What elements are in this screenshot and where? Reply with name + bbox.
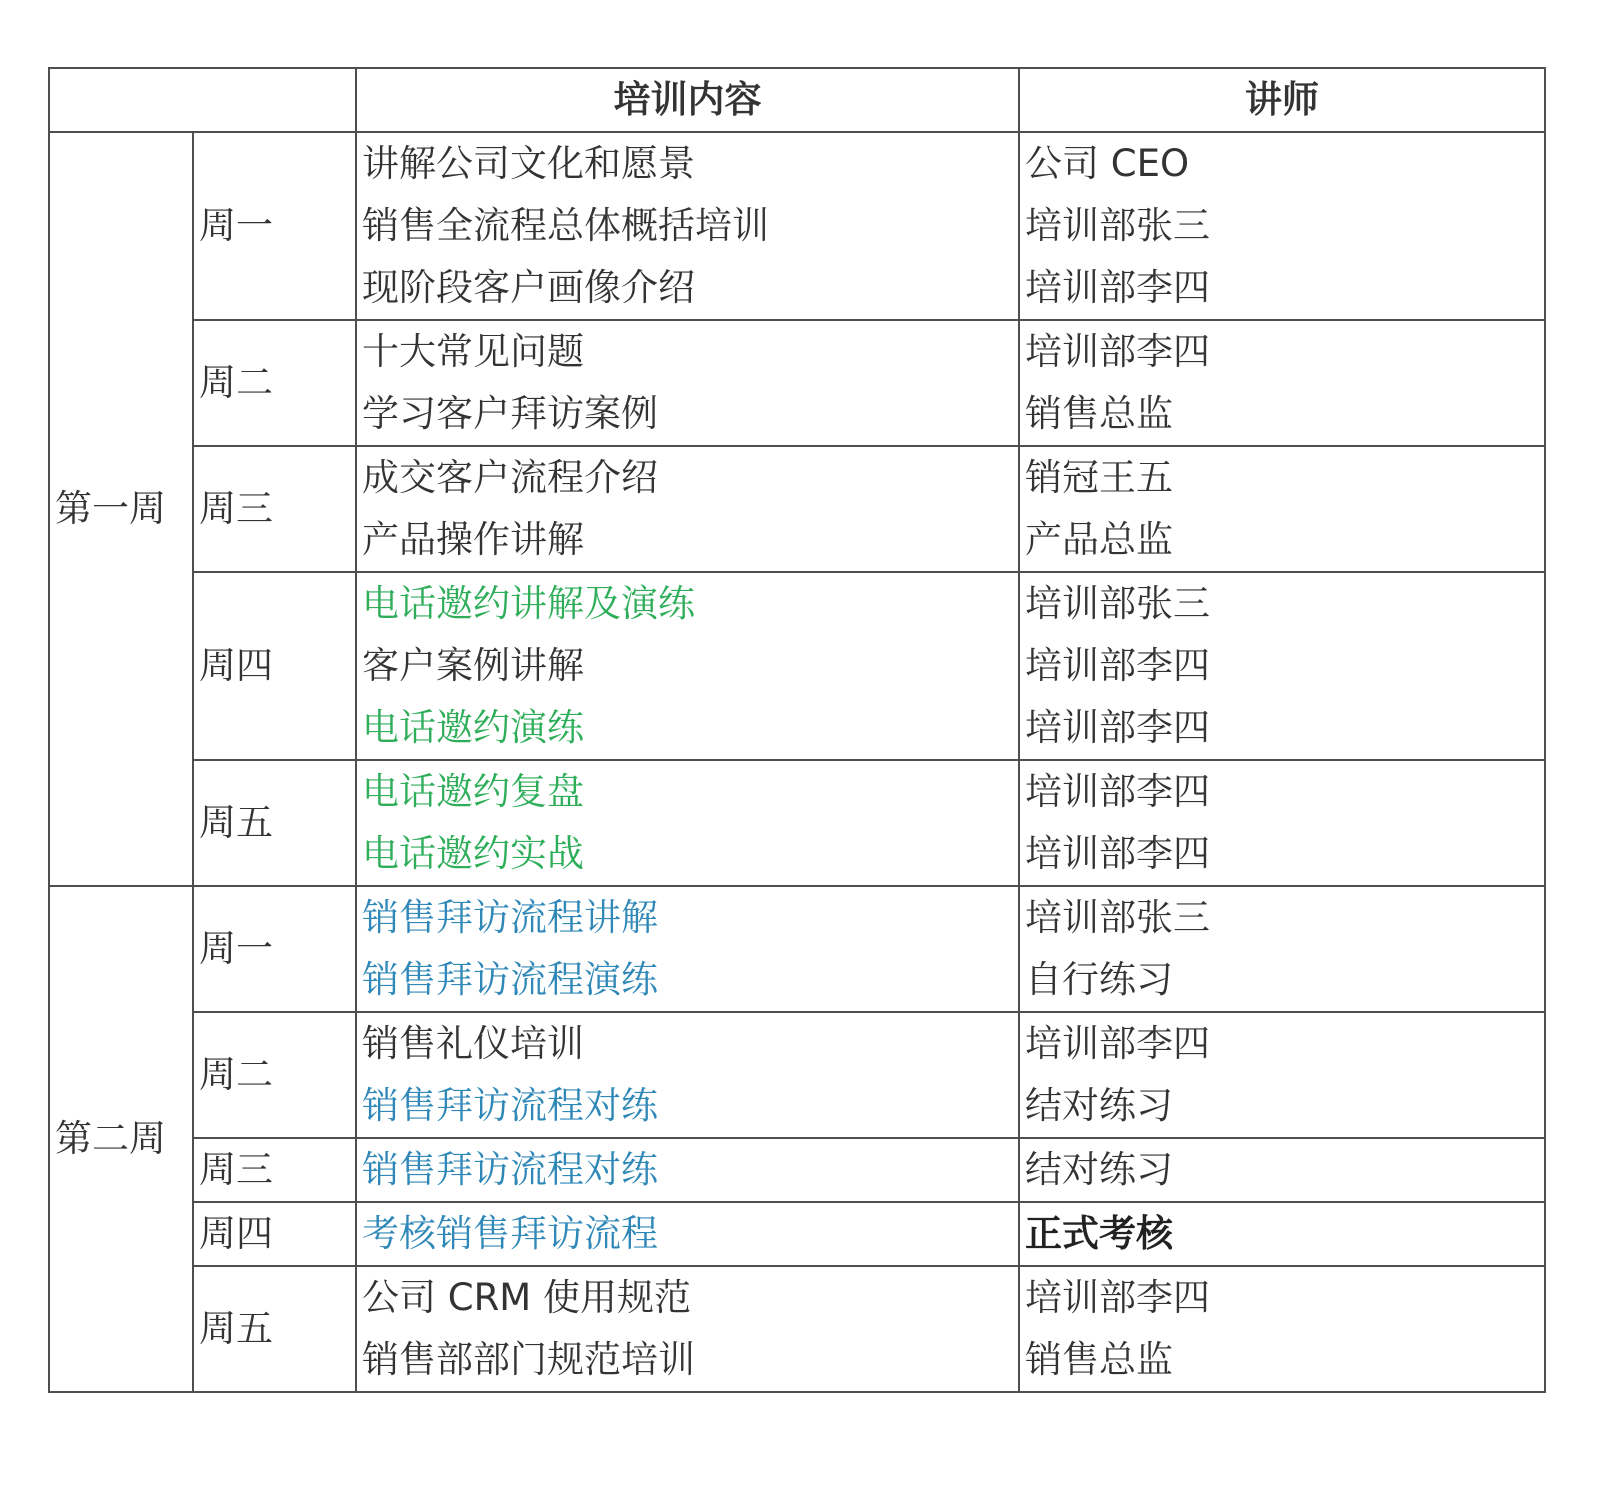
content-item: 现阶段客户画像介绍 [362,266,695,309]
day-label-cell: 周一 [193,132,356,320]
content-cell [356,1266,1019,1392]
lecturer-item: 结对练习 [1025,1148,1173,1191]
lecturer-item: 培训部李四 [1025,770,1210,813]
schedule-row [49,760,1545,886]
lecturer-item: 培训部李四 [1025,330,1210,373]
schedule-row [49,1202,1545,1266]
schedule-row [49,886,1545,1012]
content-cell [356,1202,1019,1266]
content-item: 成交客户流程介绍 [362,456,658,499]
lecturer-item: 培训部李四 [1025,706,1210,749]
lecturer-item: 正式考核 [1025,1212,1173,1255]
day-label-cell: 周二 [193,320,356,446]
content-item: 考核销售拜访流程 [362,1212,658,1255]
content-cell [356,446,1019,572]
content-item: 销售拜访流程对练 [362,1148,658,1191]
content-item: 销售礼仪培训 [362,1022,584,1065]
lecturer-cell [1019,446,1545,572]
lecturer-cell [1019,572,1545,760]
content-cell [356,132,1019,320]
day-label-cell: 周三 [193,1138,356,1202]
content-item: 销售部部门规范培训 [362,1338,695,1381]
lecturer-cell [1019,886,1545,1012]
lecturer-item: 销售总监 [1025,392,1173,435]
content-item: 电话邀约实战 [362,832,584,875]
day-label-cell: 周二 [193,1012,356,1138]
schedule-row [49,1266,1545,1392]
content-cell [356,572,1019,760]
schedule-row [49,446,1545,572]
content-item: 销售全流程总体概括培训 [362,204,769,247]
content-item: 学习客户拜访案例 [362,392,658,435]
lecturer-item: 公司 CEO [1025,142,1190,185]
schedule-row [49,1138,1545,1202]
lecturer-item: 培训部李四 [1025,1276,1210,1319]
content-item: 销售拜访流程对练 [362,1084,658,1127]
content-item: 十大常见问题 [362,330,584,373]
lecturer-cell [1019,760,1545,886]
day-label-cell: 周五 [193,1266,356,1392]
week-label-cell: 第二周 [49,886,193,1392]
training-schedule-table [48,67,1546,1393]
header-corner-cell [49,68,356,132]
day-label-cell: 周五 [193,760,356,886]
content-item: 销售拜访流程讲解 [362,896,658,939]
content-cell [356,1012,1019,1138]
content-item: 公司 CRM 使用规范 [362,1276,691,1319]
content-cell [356,320,1019,446]
lecturer-item: 培训部李四 [1025,1022,1210,1065]
day-label-cell: 周四 [193,572,356,760]
lecturer-cell [1019,1266,1545,1392]
content-item: 客户案例讲解 [362,644,584,687]
content-cell [356,886,1019,1012]
lecturer-item: 培训部李四 [1025,644,1210,687]
week-label-cell: 第一周 [49,132,193,886]
lecturer-cell [1019,320,1545,446]
lecturer-item: 结对练习 [1025,1084,1173,1127]
lecturer-item: 培训部张三 [1025,896,1210,939]
lecturer-item: 销冠王五 [1025,456,1173,499]
lecturer-item: 培训部张三 [1025,204,1210,247]
schedule-row [49,320,1545,446]
header-row [49,68,1545,132]
schedule-row [49,1012,1545,1138]
lecturer-cell [1019,1202,1545,1266]
content-cell [356,760,1019,886]
lecturer-item: 培训部李四 [1025,832,1210,875]
schedule-body [49,132,1545,1392]
day-label-cell: 周三 [193,446,356,572]
day-label-cell: 周四 [193,1202,356,1266]
schedule-row [49,572,1545,760]
content-item: 电话邀约演练 [362,706,584,749]
content-cell [356,1138,1019,1202]
content-item: 产品操作讲解 [362,518,584,561]
day-label-cell: 周一 [193,886,356,1012]
lecturer-item: 产品总监 [1025,518,1173,561]
lecturer-item: 培训部张三 [1025,582,1210,625]
lecturer-cell [1019,1138,1545,1202]
header-lecturer-cell: 讲师 [1019,68,1545,132]
content-item: 销售拜访流程演练 [362,958,658,1001]
lecturer-cell [1019,1012,1545,1138]
lecturer-item: 销售总监 [1025,1338,1173,1381]
lecturer-cell [1019,132,1545,320]
header-content-cell: 培训内容 [356,68,1019,132]
lecturer-item: 自行练习 [1025,958,1173,1001]
content-item: 讲解公司文化和愿景 [362,142,695,185]
schedule-row [49,132,1545,320]
content-item: 电话邀约讲解及演练 [362,582,695,625]
lecturer-item: 培训部李四 [1025,266,1210,309]
content-item: 电话邀约复盘 [362,770,584,813]
